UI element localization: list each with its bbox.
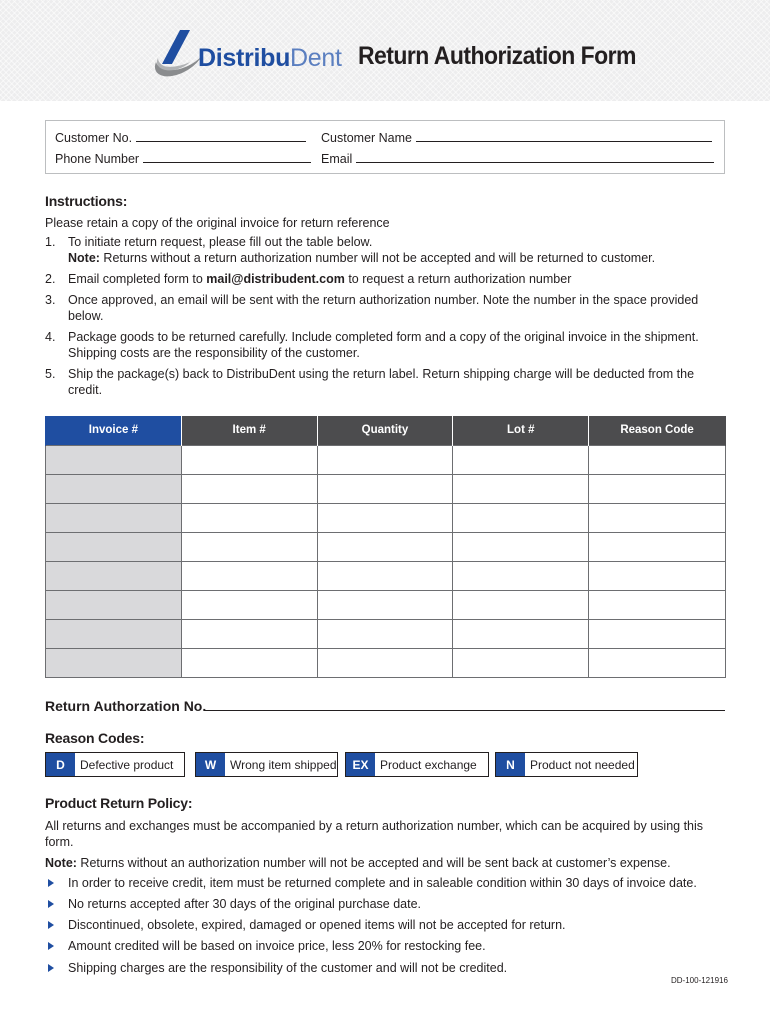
quantity-cell[interactable]: [317, 619, 453, 648]
table-row: [46, 532, 726, 561]
col-invoice-header: Invoice #: [46, 416, 182, 445]
instruction-step: [45, 366, 725, 398]
step-1-note-label: Note:: [68, 251, 100, 265]
invoice-cell[interactable]: [46, 561, 182, 590]
policy-bullet-text: Shipping charges are the responsibility of the customer and will not be credited.: [68, 961, 508, 975]
policy-note: [45, 855, 725, 871]
col-lot-header: Lot #: [453, 416, 589, 445]
table-row: [46, 503, 726, 532]
phone-row: [55, 152, 311, 166]
lot-cell[interactable]: [453, 532, 589, 561]
step-number: 1.: [45, 235, 56, 249]
customer-no-row: [55, 131, 306, 145]
reason-code-key: N: [496, 753, 525, 776]
distribudent-logo-icon: [150, 28, 204, 80]
reason-code-key: D: [46, 753, 75, 776]
policy-bullet-text: No returns accepted after 30 days of the original purchase date.: [68, 897, 421, 911]
step-1-note-text: Returns without a return authorization number will not be accepted and will be returned to customer.: [99, 251, 656, 265]
col-item-header: Item #: [181, 416, 317, 445]
customer-no-field[interactable]: [136, 131, 306, 142]
invoice-cell[interactable]: [46, 619, 182, 648]
step-text: [68, 234, 723, 266]
policy-bullet-text: In order to receive credit, item must be returned complete and in saleable condition within 30 days of invoice date.: [68, 876, 697, 890]
reason-code-label: Product not needed: [530, 757, 635, 772]
reason-code-key: EX: [346, 753, 375, 776]
step-text: [68, 271, 723, 287]
col-reason-code-header: Reason Code: [589, 416, 726, 445]
step-1-note: [68, 250, 723, 266]
lot-cell[interactable]: [453, 590, 589, 619]
policy-bullet-text: Amount credited will be based on invoice price, less 20% for restocking fee.: [68, 939, 486, 953]
instruction-step: [45, 292, 725, 324]
invoice-cell[interactable]: [46, 590, 182, 619]
reason-code-cell[interactable]: [589, 503, 726, 532]
quantity-cell[interactable]: [317, 590, 453, 619]
reason-codes-heading: Reason Codes:: [45, 730, 145, 746]
reason-code-n: [495, 752, 638, 777]
step-2-post: to request a return authorization number: [344, 272, 572, 286]
reason-code-cell[interactable]: [589, 648, 726, 677]
invoice-cell[interactable]: [46, 474, 182, 503]
step-1-text: To initiate return request, please fill out the table below.: [68, 235, 373, 249]
reason-code-label: Defective product: [80, 757, 174, 772]
triangle-bullet-icon: [48, 900, 54, 908]
document-id: DD-100-121916: [671, 976, 728, 985]
table-row: [46, 590, 726, 619]
return-auth-field[interactable]: [205, 710, 725, 711]
table-row: [46, 445, 726, 474]
return-items-table: [45, 416, 726, 678]
item-cell[interactable]: [181, 445, 317, 474]
triangle-bullet-icon: [48, 964, 54, 972]
step-number: 5.: [45, 367, 56, 381]
item-cell[interactable]: [181, 474, 317, 503]
step-2-pre: Email completed form to: [68, 272, 207, 286]
step-number: 3.: [45, 293, 56, 307]
brand-part-2: Dent: [290, 44, 342, 72]
reason-code-cell[interactable]: [589, 561, 726, 590]
lot-cell[interactable]: [453, 648, 589, 677]
step-text: Package goods to be returned carefully. Include completed form and a copy of the original invoice in the shipment. Shipping costs are the responsibility of the customer.: [68, 330, 699, 360]
reason-code-key: W: [196, 753, 225, 776]
table-row: [46, 561, 726, 590]
support-email-link[interactable]: mail@distribudent.com: [206, 272, 345, 286]
phone-field[interactable]: [143, 152, 311, 163]
email-label: Email: [321, 152, 353, 166]
invoice-cell[interactable]: [46, 532, 182, 561]
item-cell[interactable]: [181, 561, 317, 590]
policy-bullet-text: Discontinued, obsolete, expired, damaged or opened items will not be accepted for return.: [68, 918, 566, 932]
reason-code-w: [195, 752, 338, 777]
instruction-step: [45, 329, 725, 361]
triangle-bullet-icon: [48, 942, 54, 950]
instruction-step: [45, 234, 725, 266]
quantity-cell[interactable]: [317, 445, 453, 474]
step-number: 2.: [45, 272, 56, 286]
customer-name-row: [321, 131, 712, 145]
item-cell[interactable]: [181, 503, 317, 532]
triangle-bullet-icon: [48, 921, 54, 929]
reason-code-label: Product exchange: [380, 757, 477, 772]
col-quantity-header: Quantity: [317, 416, 453, 445]
reason-code-cell[interactable]: [589, 590, 726, 619]
invoice-cell[interactable]: [46, 648, 182, 677]
lot-cell[interactable]: [453, 561, 589, 590]
invoice-cell[interactable]: [46, 503, 182, 532]
customer-no-label: Customer No.: [55, 131, 133, 145]
quantity-cell[interactable]: [317, 503, 453, 532]
reason-code-ex: [345, 752, 489, 777]
customer-name-field[interactable]: [416, 131, 712, 142]
reason-code-d: [45, 752, 185, 777]
triangle-bullet-icon: [48, 879, 54, 887]
item-cell[interactable]: [181, 532, 317, 561]
brand-wordmark: [198, 44, 342, 73]
customer-name-label: Customer Name: [321, 131, 412, 145]
lot-cell[interactable]: [453, 445, 589, 474]
policy-note-label: Note:: [45, 856, 77, 870]
step-text: Ship the package(s) back to DistribuDent using the return label. Return shipping charge will be deducted from the credit.: [68, 367, 695, 397]
reason-code-label: Wrong item shipped: [230, 757, 337, 772]
item-cell[interactable]: [181, 590, 317, 619]
step-number: 4.: [45, 330, 56, 344]
customer-info-box: [45, 120, 725, 174]
page-header: [0, 0, 770, 101]
reason-code-cell[interactable]: [589, 619, 726, 648]
policy-intro: All returns and exchanges must be accompanied by a return authorization number, which can be acquired by using this form.: [45, 819, 704, 849]
table-row: [46, 474, 726, 503]
quantity-cell[interactable]: [317, 561, 453, 590]
brand-part-1: Distribu: [198, 44, 291, 72]
email-field[interactable]: [356, 152, 714, 163]
email-row: [321, 152, 714, 166]
lot-cell[interactable]: [453, 474, 589, 503]
item-cell[interactable]: [181, 619, 317, 648]
reason-code-cell[interactable]: [589, 445, 726, 474]
step-text: Once approved, an email will be sent with the return authorization number. Note the number in the space provided below.: [68, 293, 699, 323]
instructions-lead: Please retain a copy of the original invoice for return reference: [45, 216, 390, 230]
reason-code-cell[interactable]: [589, 474, 726, 503]
table-header-row: [46, 416, 726, 445]
table-row: [46, 619, 726, 648]
policy-note-text: Returns without an authorization number will not be accepted and will be sent back at customer’s expense.: [76, 856, 671, 870]
return-auth-label: Return Authorzation No.: [45, 698, 207, 714]
table-row: [46, 648, 726, 677]
page-title: Return Authorization Form: [358, 42, 636, 70]
policy-heading: Product Return Policy:: [45, 795, 193, 811]
instructions-heading: Instructions:: [45, 193, 128, 209]
lot-cell[interactable]: [453, 503, 589, 532]
lot-cell[interactable]: [453, 619, 589, 648]
invoice-cell[interactable]: [46, 445, 182, 474]
instruction-step: [45, 271, 725, 287]
reason-code-cell[interactable]: [589, 532, 726, 561]
quantity-cell[interactable]: [317, 532, 453, 561]
quantity-cell[interactable]: [317, 474, 453, 503]
quantity-cell[interactable]: [317, 648, 453, 677]
item-cell[interactable]: [181, 648, 317, 677]
phone-label: Phone Number: [55, 152, 140, 166]
